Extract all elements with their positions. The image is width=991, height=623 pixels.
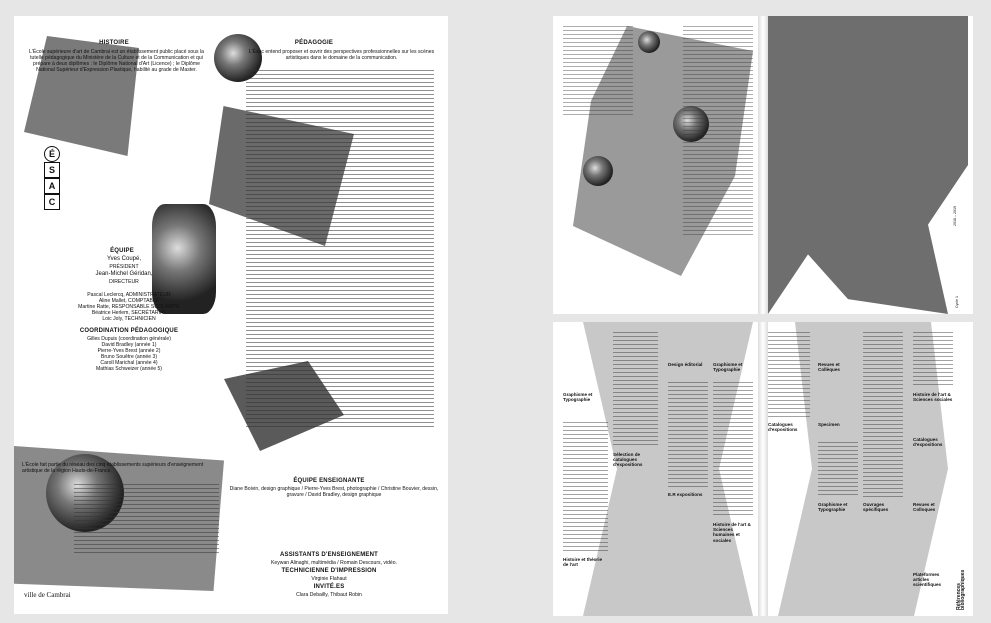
coord-item: Mathias Schweizer (année 5) [96,366,162,373]
category-heading: Catalogues d'expositions [913,437,943,448]
coord-item: David Bradley (année 1) [101,342,157,349]
category-heading: Catalogues d'expositions [768,422,798,433]
director-name: Jean-Michel Géridan, [95,271,153,277]
reference-list [818,442,858,497]
staff-item: Pascal Leclercq, ADMINISTRATEUR [87,292,171,298]
staff-item: Béatrice Herlem, SECRÉTARIAT [91,310,167,317]
reference-list [913,332,953,387]
category-heading: Histoire et théorie de l'art [563,557,603,568]
cover-artwork [768,16,968,314]
reference-list [668,382,708,487]
coord-item: Gilles Dupuis (coordination générale) [87,336,171,342]
staff-list [54,292,204,322]
staff-item: Loic Joly, TECHNICIEN [102,316,156,323]
nebula-image [583,156,613,186]
gutter [758,322,768,616]
category-heading: Revues et Colloques [913,502,936,513]
president-label: PRÉSIDENT [109,264,139,270]
teachers-text: Diane Boivin, design graphique / Pierre-Yves Brest, photographie / Christine Bouvier, dessin, gravure / David Bradley, design graphique [229,486,439,499]
tech-name: Virginie Flahaut [311,576,347,582]
team-title: ÉQUIPE [110,248,134,254]
category-heading: Design éditorial [668,362,703,367]
logo-letter-c: C [44,194,60,210]
network-body [74,484,219,554]
team-name: Yves Coupé, [106,256,142,262]
pedagogy-title: PÉDAGOGIE [294,40,334,46]
staff-item: Aline Mallet, COMPTABLE [98,298,160,305]
bibliography-spread [553,322,973,616]
network-text: L'École fait partie du réseau des cinq établissements supérieurs d'enseignement artistique de la région Hauts-de-France. [22,462,204,475]
invites-title: INVITÉ.ES [313,584,345,590]
category-heading: Sélection de catalogues d'expositions [613,452,643,468]
category-heading: E.R expositions [668,492,703,497]
cover-text [683,26,753,236]
coord-item: Pierre-Yves Brest (année 2) [97,348,161,355]
category-heading: Plateformes articles scientifiques [913,572,942,588]
category-heading: Histoire de l'art & Sciences humaines et sociales [713,522,751,543]
reference-list [563,422,608,552]
staff-item: Martine Ratte, RESPONSABLE SCOLARITÉ [78,304,180,311]
pedagogy-body [246,70,434,430]
category-heading: Ouvrages spécifiques [863,502,889,513]
category-heading: Graphisme et Typographie [818,502,848,513]
reference-list [768,332,810,417]
gutter [758,16,768,314]
category-heading: Histoire de l'art & Sciences sociales [913,392,953,403]
city-logo: ville de Cambrai [24,591,71,599]
category-heading: Graphisme et Typographie [563,392,593,403]
assistants-text: Keywan Alinaghi, multimédia / Romain Descours, vidéo. [271,560,397,566]
pedagogy-text: L'Ésac entend proposer et ouvrir des perspectives professionnelles sur les scènes artistiques dans le domaine de la communication. [248,49,435,62]
coord-item: Caroll Marichal (année 4) [100,360,158,367]
nebula-image [638,31,660,53]
cover-side-text: 2018 – 2019 [953,206,957,226]
logo-letter-e: É [44,146,60,162]
left-spread [14,16,448,614]
insert-side-text: Références bibliographiques [956,569,967,610]
reference-list [863,332,903,497]
coord-list [54,336,204,373]
invites-names: Clara Debailly, Thibaut Robin [296,592,362,598]
coord-item: Bruno Souêtre (année 3) [100,354,158,361]
cover-text [563,26,633,116]
teachers-title: ÉQUIPE ENSEIGNANTE [293,478,365,484]
category-heading: Revues et Collèques [818,362,840,373]
tech-title: TECHNICIENNE D'IMPRESSION [281,568,377,574]
history-text: L'École supérieure d'art de Cambrai est un établissement public placé sous la tutelle pédagogique du Ministère de la Culture et de la Communication et qui prépare à deux diplômes : le Diplôme National d'Art (Licence) ; le Diplôme National Supérieur d'Expression Plastique, habilité au grade de Master. [29,49,204,74]
category-heading: Graphisme et Typographie [713,362,743,373]
assistants-title: ASSISTANTS D'ENSEIGNEMENT [280,552,378,558]
cover-spread [553,16,973,314]
logo-letter-s: S [44,162,60,178]
reference-list [713,382,753,517]
coord-title: COORDINATION PÉDAGOGIQUE [79,328,179,334]
category-heading: Specimen [818,422,840,427]
cover-cycle: Cycle 1 [955,296,959,308]
history-title: HISTOIRE [99,40,129,46]
logo-letter-a: A [44,178,60,194]
director-label: DIRECTEUR [109,279,139,285]
reference-list [613,332,658,447]
